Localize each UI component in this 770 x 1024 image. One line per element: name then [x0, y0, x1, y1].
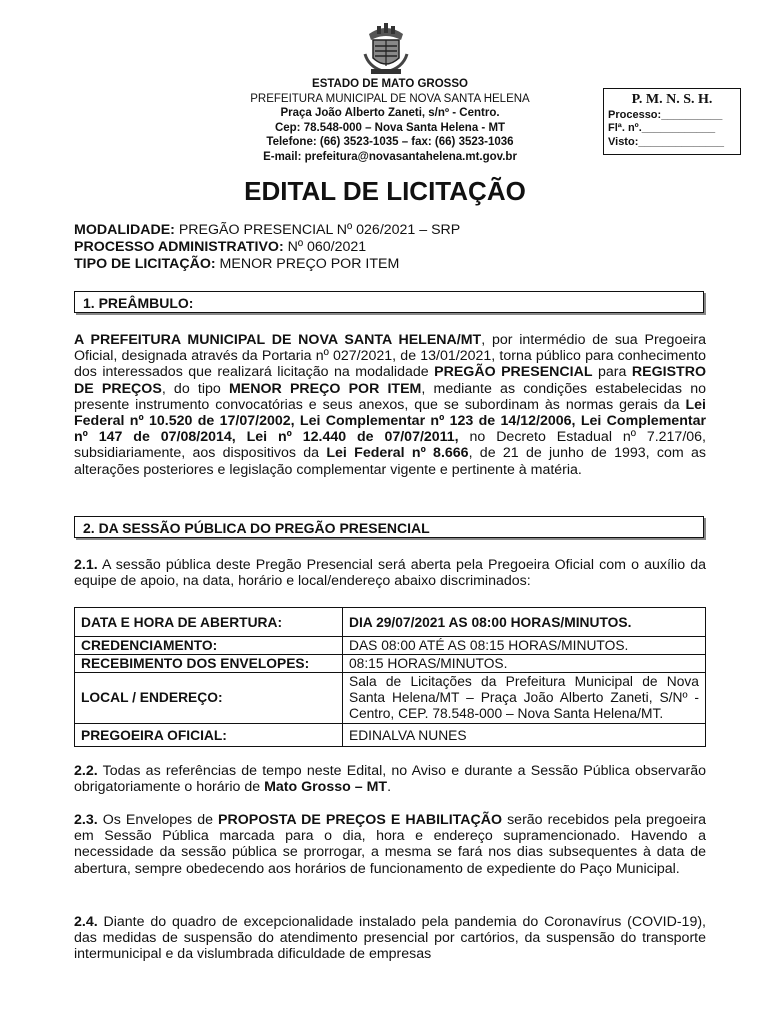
table-key: CREDENCIAMENTO: — [75, 637, 343, 655]
header-state: ESTADO DE MATO GROSSO — [312, 78, 468, 90]
text-span: Diante do quadro de excepcionalidade instalado pela pandemia do Coronavírus (COVID-19), das medidas de suspensão do atendimento presencial por cartórios, da suspensão do transporte intermunicipal e da vislumbrada dificuldade de empresas — [74, 914, 706, 963]
table-key: RECEBIMENTO DOS ENVELOPES: — [75, 655, 343, 673]
header-email: E-mail: prefeitura@novasantahelena.mt.gov.br — [263, 150, 517, 163]
table-row — [75, 724, 706, 747]
text-bold: MENOR PREÇO POR ITEM — [228, 380, 422, 397]
text-span: , do tipo — [161, 380, 229, 397]
table-key: LOCAL / ENDEREÇO: — [75, 673, 343, 724]
text-span: Os Envelopes de — [97, 812, 219, 828]
text-bold: Lei Federal nº 8.666 — [326, 445, 469, 462]
paragraph-2-1 — [74, 557, 706, 589]
table-value: DAS 08:00 ATÉ AS 08:15 HORAS/MINUTOS. — [343, 637, 706, 655]
modalidade-label: MODALIDADE: — [74, 222, 175, 238]
section-heading-preambulo: 1. PREÂMBULO: — [74, 291, 704, 313]
text-span: , de 21 de junho de 1993, com as alterações posteriores e legislação complementar vigente e pertinente à matéria. — [74, 445, 706, 478]
preambulo-paragraph — [74, 332, 706, 478]
stamp-fls: Flª. nº.____________ — [608, 122, 716, 134]
processo-label: PROCESSO ADMINISTRATIVO: — [74, 239, 284, 255]
preambulo-entity: A PREFEITURA MUNICIPAL DE NOVA SANTA HELENA/MT — [74, 332, 482, 348]
text-bold: REGISTRO DE PREÇOS — [74, 364, 707, 397]
text-span: serão recebidos pela pregoeira em Sessão Pública marcada para o dia, hora e endereço supramencionado. Havendo a necessidade da sessão pública se prorrogar, a mesma se fará nos dias subsequentes à data de abertura, sempre obedecendo aos horários de funcionamento de expediente do Paço Municipal. — [74, 812, 706, 877]
letterhead — [200, 77, 580, 164]
session-info-table — [74, 607, 706, 747]
table-value: EDINALVA NUNES — [343, 724, 706, 747]
table-row — [75, 608, 706, 637]
modalidade-block — [74, 222, 714, 273]
modalidade-value: PREGÃO PRESENCIAL Nº 026/2021 – SRP — [174, 222, 461, 238]
text-span: , por intermédio de sua Pregoeira Oficial, designada através da Portaria nº 027/2021, de 13/01/2021, torna público para conhecimento dos interessados que realizará licitação na modalidade — [74, 332, 706, 381]
text-bold: Lei Federal nº 10.520 de 17/07/2002, Lei Complementar nº 123 de 14/12/2006, Lei Complementar nº 147 de 07/08/2014, Lei nº 12.440 de 07/07/2011, — [74, 396, 706, 446]
processo-value: Nº 060/2021 — [283, 239, 367, 255]
municipal-crest-icon — [361, 20, 411, 76]
clause-number: 2.3. — [74, 812, 98, 828]
text-bold: PROPOSTA DE PREÇOS E HABILITAÇÃO — [218, 812, 503, 828]
text-bold: Mato Grosso – MT — [264, 779, 388, 796]
header-cep: Cep: 78.548-000 – Nova Santa Helena - MT — [274, 121, 506, 134]
table-key: PREGOEIRA OFICIAL: — [75, 724, 343, 747]
table-value: DIA 29/07/2021 AS 08:00 HORAS/MINUTOS. — [343, 608, 706, 637]
clause-number: 2.4. — [74, 914, 98, 930]
paragraph-2-2 — [74, 763, 706, 795]
clause-number: 2.2. — [74, 763, 98, 779]
text-span: Todas as referências de tempo neste Edital, no Aviso e durante a Sessão Pública observarão obrigatoriamente o horário de — [74, 763, 706, 796]
clause-number: 2.1. — [74, 557, 98, 573]
table-row — [75, 637, 706, 655]
stamp-title: P. M. N. S. H. — [631, 92, 713, 107]
tipo-value: MENOR PREÇO POR ITEM — [215, 256, 400, 272]
header-prefeitura: PREFEITURA MUNICIPAL DE NOVA SANTA HELENA — [250, 92, 530, 105]
paragraph-2-4 — [74, 914, 706, 963]
header-address: Praça João Alberto Zaneti, s/nº - Centro. — [280, 107, 500, 119]
tipo-label: TIPO DE LICITAÇÃO: — [74, 256, 216, 272]
protocol-stamp-box — [603, 88, 741, 155]
table-row — [75, 673, 706, 724]
table-value: 08:15 HORAS/MINUTOS. — [343, 655, 706, 673]
header-phone: Telefone: (66) 3523-1035 – fax: (66) 3523-1036 — [266, 136, 514, 148]
paragraph-2-3 — [74, 812, 706, 877]
text-span: , mediante as condições estabelecidas no presente instrumento convocatórias e seus anexos, que se subordinam às normas gerais da — [74, 380, 706, 413]
stamp-processo: Processo:__________ — [608, 108, 723, 121]
page-title: EDITAL DE LICITAÇÃO — [244, 176, 526, 206]
stamp-visto: Visto:______________ — [608, 135, 725, 148]
table-row — [75, 655, 706, 673]
table-value: Sala de Licitações da Prefeitura Municipal de Nova Santa Helena/MT – Praça João Alberto Zaneti, S/Nº - Centro, CEP. 78.548-000 – Nova Santa Helena/MT. — [343, 673, 706, 724]
text-span: para — [592, 364, 632, 381]
text-bold: PREGÃO PRESENCIAL — [434, 364, 593, 381]
text-span: no Decreto Estadual nº 7.217/06, subsidiariamente, aos dispositivos da — [74, 429, 706, 462]
section-heading-sessao: 2. DA SESSÃO PÚBLICA DO PREGÃO PRESENCIAL — [74, 516, 704, 538]
table-key: DATA E HORA DE ABERTURA: — [75, 608, 343, 637]
text-span: A sessão pública deste Pregão Presencial será aberta pela Pregoeira Oficial com o auxílio da equipe de apoio, na data, horário e local/endereço abaixo discriminados: — [74, 557, 706, 590]
text-span: . — [387, 779, 392, 796]
